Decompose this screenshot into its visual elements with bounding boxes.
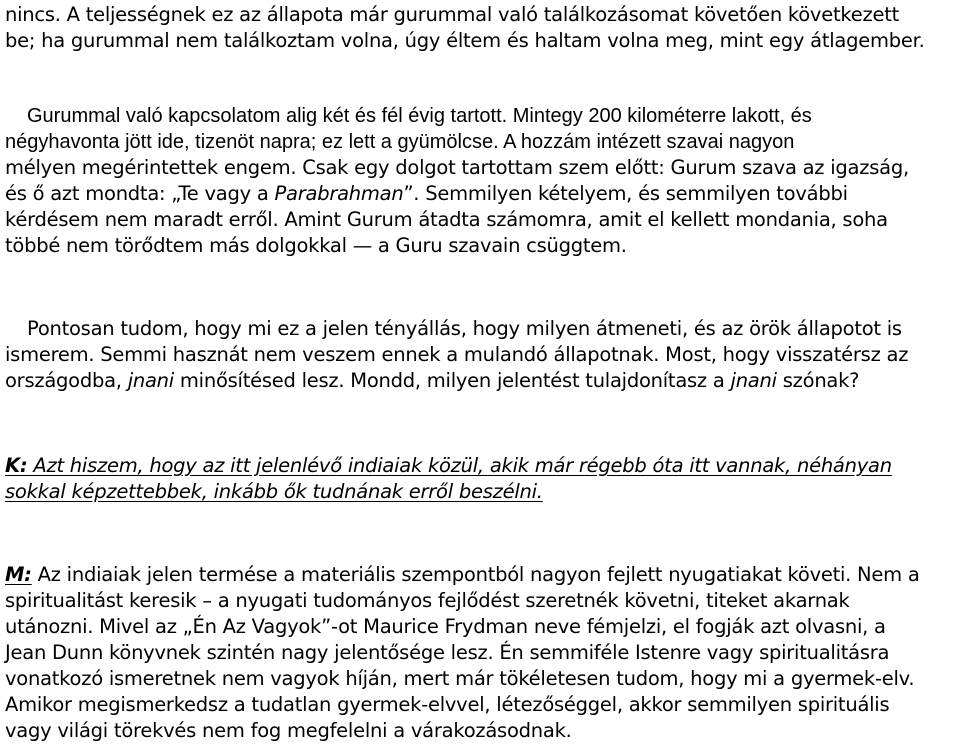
parabrahman-term: Parabrahman bbox=[274, 182, 404, 205]
jnani-term-2: jnani bbox=[730, 369, 777, 392]
m-line-4: Jean Dunn könyvnek szintén nagy jelentősége lesz. Én semmiféle Istenre vagy spiritualitásra bbox=[5, 641, 890, 664]
m-speaker-label: M: bbox=[5, 563, 32, 586]
p2-line-2: négyhavonta jött ide, tizenöt napra; ez lett a gyümölcse. A hozzám intézett szavai nagyon bbox=[5, 131, 795, 153]
m-line-5: vonatkozó ismeretnek nem vagyok híján, mert már tökéletesen tudom, hogy mi a gyermek-elv. bbox=[5, 667, 915, 690]
p3-line-2: ismerem. Semmi hasznát nem veszem ennek a mulandó állapotnak. Most, hogy visszatérsz az bbox=[5, 343, 909, 366]
p1-line-1: nincs. A teljességnek ez az állapota már gurummal való találkozásomat követően következett bbox=[5, 3, 899, 26]
p3-line-3-c: minősítésed lesz. Mondd, milyen jelentést tulajdonítasz a bbox=[173, 369, 731, 392]
k-speaker-label: K: bbox=[5, 454, 28, 477]
p2-line-4 bbox=[5, 181, 848, 207]
p2-line-6: többé nem törődtem más dolgokkal — a Guru szavain csüggtem. bbox=[5, 234, 627, 257]
p1-line-2: be; ha gurummal nem találkoztam volna, úgy éltem és haltam volna meg, mint egy átlagember. bbox=[5, 29, 925, 52]
p2-line-4-a: és ő azt mondta: „Te vagy a bbox=[5, 182, 275, 205]
k-line-2: sokkal képzettebbek, inkább ők tudnának erről beszélni. bbox=[5, 480, 543, 503]
k-line-1-text: Azt hiszem, hogy az itt jelenlévő indiaiak közül, akik már régebb óta itt vannak, néhányan bbox=[27, 454, 892, 477]
p2-line-3: mélyen megérintettek engem. Csak egy dolgot tartottam szem előtt: Gurum szava az igazság, bbox=[5, 156, 909, 179]
p3-line-3-a: országodba, bbox=[5, 369, 128, 392]
p3-line-3-e: szónak? bbox=[776, 369, 860, 392]
p2-line-4-c: ”. Semmilyen kételyem, és semmilyen további bbox=[403, 182, 848, 205]
m-line-7: vagy világi törekvés nem fog megfelelni a várakozásodnak. bbox=[5, 719, 572, 742]
m-line-2: spiritualitást keresik – a nyugati tudományos fejlődést szeretnék követni, titeket akarnak bbox=[5, 589, 850, 612]
k-line-1 bbox=[5, 453, 892, 479]
p2-line-5: kérdésem nem maradt erről. Amint Gurum átadta számomra, amit el kellett mondania, soha bbox=[5, 208, 888, 231]
m-line-1-text: Az indiaiak jelen termése a materiális szempontból nagyon fejlett nyugatiakat követi. Nem a bbox=[31, 563, 920, 586]
m-line-3: utánozni. Mivel az „Én Az Vagyok”-ot Maurice Frydman neve fémjelzi, el fogják azt olvasni, a bbox=[5, 615, 886, 638]
p3-line-1: Pontosan tudom, hogy mi ez a jelen tényállás, hogy milyen átmeneti, és az örök állapotot is bbox=[27, 317, 902, 340]
m-line-1 bbox=[5, 562, 920, 588]
p3-line-3 bbox=[5, 368, 859, 394]
jnani-term-1: jnani bbox=[127, 369, 174, 392]
p2-line-1: Gurummal való kapcsolatom alig két és fél évig tartott. Mintegy 200 kilométerre lakott, és bbox=[27, 105, 812, 127]
m-line-6: Amikor megismerkedsz a tudatlan gyermek-elvvel, létezőséggel, akkor semmilyen spirituális bbox=[5, 693, 890, 716]
